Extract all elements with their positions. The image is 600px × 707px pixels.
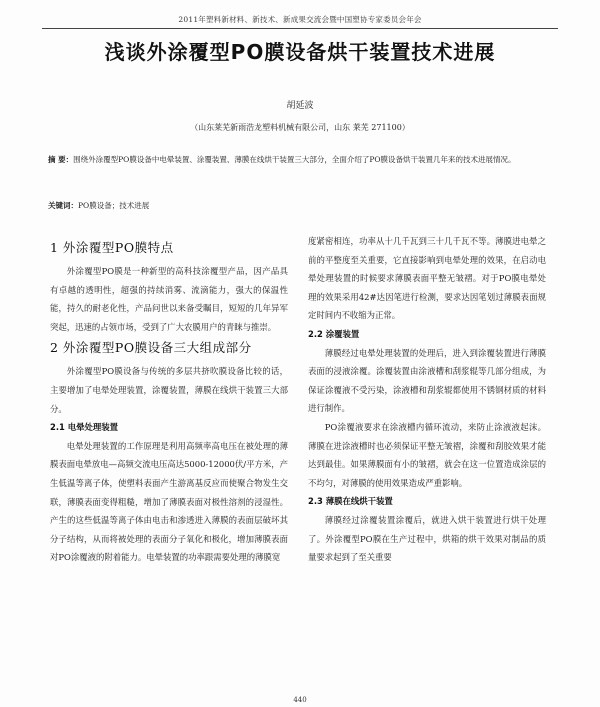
section-2-heading: 2 外涂覆型PO膜设备三大组成部分 bbox=[50, 340, 252, 356]
keywords-text: PO膜设备；技术进展 bbox=[78, 201, 150, 210]
running-header: 2011年塑料新材料、新技术、新成果交流会暨中国塑协专家委员会年会 bbox=[178, 15, 422, 24]
keywords-label: 关键词： bbox=[48, 201, 78, 210]
paper-title: 浅谈外涂覆型PO膜设备烘干装置技术进展 bbox=[104, 40, 496, 64]
subsection-2-2-paragraph-1: 薄膜经过电晕处理装置的处理后，进入到涂覆装置进行薄膜表面的浸液涂覆。涂覆装置由涂液槽和刮浆辊等几部分组成，为保证涂覆液不受污染，涂液槽和刮浆辊都使用不锈钢材质的材料进行制作。 bbox=[308, 347, 546, 414]
abstract-text: 围绕外涂覆型PO膜设备中电晕装置、涂覆装置、薄膜在线烘干装置三大部分，全面介绍了PO膜设备烘干装置几年来的技术进展情况。 bbox=[73, 155, 516, 164]
author-affiliation: （山东莱芜新雨浩龙塑料机械有限公司，山东 莱芜 271100） bbox=[190, 123, 410, 132]
section-2-paragraph: 外涂覆型PO膜设备与传统的多层共挤吹膜设备比较的话，主要增加了电晕处理装置，涂覆装置，薄膜在线烘干装置三大部分。 bbox=[50, 366, 288, 414]
subsection-2-3-paragraph: 薄膜经过涂覆装置涂覆后，就进入烘干装置进行烘干处理了。外涂覆型PO膜在生产过程中，烘箱的烘干效果对制品的质量要求起到了至关重要 bbox=[308, 514, 546, 563]
section-1-heading: 1 外涂覆型PO膜特点 bbox=[50, 240, 174, 255]
subsection-2-2-paragraph-2: PO涂覆液要求在涂液槽内循环流动，来防止涂液液起沫。薄膜在进涂液槽时也必须保证平整无皱褶，涂覆和刮胶效果才能达到最佳。如果薄膜面有小的皱褶，就会在这一位置造成涂层的不均匀，对薄膜的使用效果造成严重影响。 bbox=[308, 421, 546, 488]
author-name: 胡延波 bbox=[286, 101, 314, 111]
subsection-2-1-paragraph: 电晕处理装置的工作原理是利用高频率高电压在被处理的薄膜表面电晕放电—高频交流电压高达5000-12000伏/平方米，产生低温等离子体，使塑料表面产生游离基反应而使聚合物发生交联，薄膜表面变得粗糙，增加了薄膜表面对极性溶剂的浸湿性。产生的这些低温等离子体由电击和渗透进入薄膜的表面层破坏其分子结构，从而将被处理的表面分子氧化和极化，增加薄膜表面对PO涂覆液的附着能力。电晕装置的功率跟需要处理的薄膜宽 bbox=[50, 440, 288, 563]
section-1-paragraph: 外涂覆型PO膜是一种新型的高科技涂覆型产品，因产品具有卓越的透明性，超强的持续消雾、流滴能力，强大的保温性能，持久的耐老化性，产品问世以来备受瞩目，短短的几年异军突起，迅速的占领市场，受到了广大农膜用户的青睐与推崇。 bbox=[50, 266, 288, 332]
left-column bbox=[50, 236, 288, 567]
continued-paragraph: 度紧密相连，功率从十几千瓦到三十几千瓦不等。薄膜进电晕之前的平整度至关重要，它直接影响到电晕处理的效果，在启动电晕处理装置的时候要求薄膜表面平整无皱褶。对于PO膜电晕处理的效果采用42#达因笔进行检测，要求达因笔划过薄膜表面规定时间内不收缩为正常。 bbox=[308, 236, 546, 321]
abstract-label: 摘 要： bbox=[48, 155, 74, 164]
abstract bbox=[48, 152, 553, 168]
subsection-2-2-heading: 2.2 涂覆装置 bbox=[308, 328, 360, 339]
page-number: 440 bbox=[293, 696, 307, 704]
subsection-2-1-heading: 2.1 电晕处理装置 bbox=[50, 422, 119, 433]
keywords bbox=[48, 200, 553, 211]
subsection-2-3-heading: 2.3 薄膜在线烘干装置 bbox=[308, 496, 393, 507]
header-rule bbox=[42, 28, 558, 29]
right-column bbox=[308, 232, 546, 567]
